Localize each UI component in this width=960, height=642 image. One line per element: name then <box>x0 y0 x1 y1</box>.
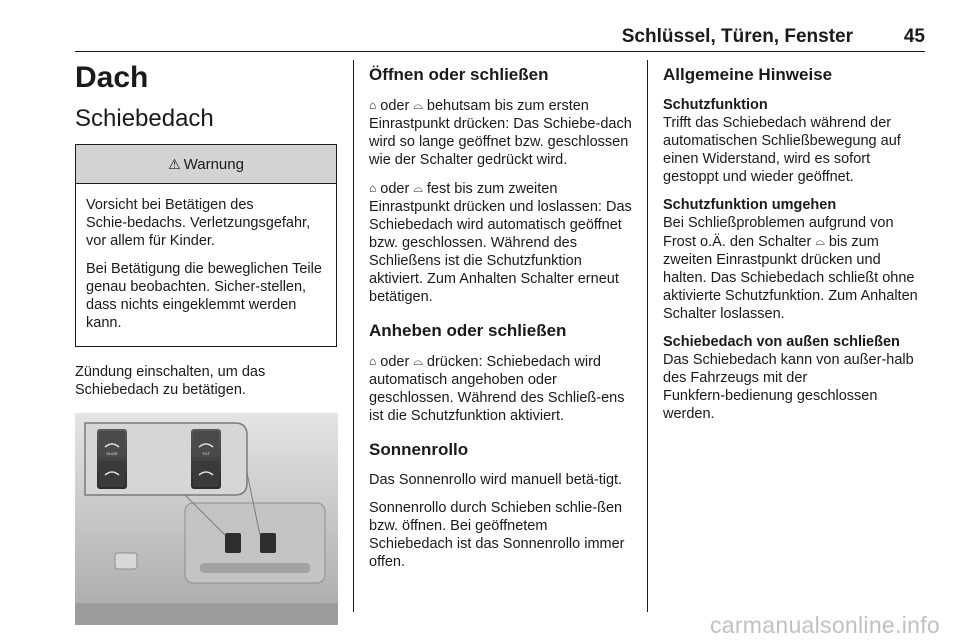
header-divider <box>75 51 925 52</box>
slide-close-icon: ⌓ <box>413 98 423 112</box>
sunroof-switch-photo <box>75 413 338 625</box>
chapter-title: Schlüssel, Türen, Fenster <box>621 26 853 47</box>
slide-close-icon: ⌓ <box>815 234 825 248</box>
column-1 <box>75 60 338 625</box>
page-header <box>75 26 925 50</box>
open-close-paragraph-2: ⌂ oder ⌓ fest bis zum zweiten Einrastpunkt drücken und loslassen: Das Schiebedach wird automatisch geöffnet bzw. geschlossen. Während des Schließens ist die Schutzfunktion aktiviert. Zum Anhalten Schalter erneut betätigen. <box>369 181 632 305</box>
sunroof-switch-illustration <box>75 413 338 625</box>
warning-box <box>75 144 337 347</box>
warning-text-1: Vorsicht bei Betätigen des Schie‑bedachs. Verletzungsgefahr, vor allem für Kinder. <box>86 197 311 249</box>
warning-triangle-icon: ⚠ <box>168 155 181 172</box>
column-3 <box>663 60 925 433</box>
column-divider-2 <box>647 60 648 612</box>
close-from-outside-text: Das Schiebedach kann von außer‑halb des Fahrzeugs mit der Funkfern‑bedienung geschlossen werden. <box>663 352 914 422</box>
override-protection-title: Schutzfunktion umgehen <box>663 197 837 213</box>
protection-function-title: Schutzfunktion <box>663 97 768 113</box>
tilt-label: TILT <box>202 451 210 456</box>
sunshade-paragraph-1: Das Sonnenrollo wird manuell betä‑tigt. <box>369 472 623 488</box>
section-sunshade-title: Sonnenrollo <box>369 440 469 459</box>
warning-title: Warnung <box>183 155 244 173</box>
column-2 <box>369 60 634 581</box>
tilt-paragraph: ⌂ oder ⌓ drücken: Schiebedach wird automatisch angehoben oder geschlossen. Während des Schließ‑ens ist die Schutzfunktion aktiviert. <box>369 354 625 424</box>
protection-function-text: Trifft das Schiebedach während der automatischen Schließbewegung auf einen Widerstand, wird es sofort gestoppt und wieder geöffnet. <box>663 115 901 185</box>
ignition-instruction: Zündung einschalten, um das Schiebedach zu betätigen. <box>75 364 266 398</box>
subsection-heading: Schiebedach <box>75 105 214 132</box>
sunshade-paragraph-2: Sonnenrollo durch Schieben schlie‑ßen bzw. öffnen. Bei geöffnetem Schiebedach ist das Sonnenrollo immer offen. <box>369 500 625 570</box>
warning-text-2: Bei Betätigung die beweglichen Teile genau beobachten. Sicher‑stellen, dass nichts eingeklemmt werden kann. <box>86 261 322 331</box>
close-from-outside-title: Schiebedach von außen schließen <box>663 334 900 350</box>
slide-close-icon: ⌓ <box>413 181 423 195</box>
override-protection-text: Bei Schließproblemen aufgrund von Frost o.Ä. den Schalter ⌓ bis zum zweiten Einrastpunkt drücken und halten. Das Schiebedach schließt ohne aktivierte Schutzfunktion. Zum Anhalten Schalter loslassen. <box>663 215 918 322</box>
tilt-icon: ⌂ <box>369 354 377 368</box>
warning-header <box>76 145 336 184</box>
watermark: carmanualsonline.info <box>709 612 940 638</box>
slide-label: SLIDE <box>106 451 118 456</box>
open-close-paragraph-1: ⌂ oder ⌓ behutsam bis zum ersten Einrastpunkt drücken: Das Schiebe‑dach wird so lange geöffnet bzw. geschlossen wie der Schalter gedrückt wird. <box>369 98 632 168</box>
slide-open-icon: ⌂ <box>369 181 377 195</box>
section-heading: Dach <box>75 61 149 94</box>
slide-close-icon: ⌓ <box>413 354 423 368</box>
section-tilt-title: Anheben oder schließen <box>369 321 567 340</box>
page-number: 45 <box>903 26 925 47</box>
general-notes-title: Allgemeine Hinweise <box>663 65 833 84</box>
column-divider-1 <box>353 60 354 612</box>
warning-body <box>76 184 336 346</box>
section-open-close-title: Öffnen oder schließen <box>369 65 549 84</box>
slide-open-icon: ⌂ <box>369 98 377 112</box>
